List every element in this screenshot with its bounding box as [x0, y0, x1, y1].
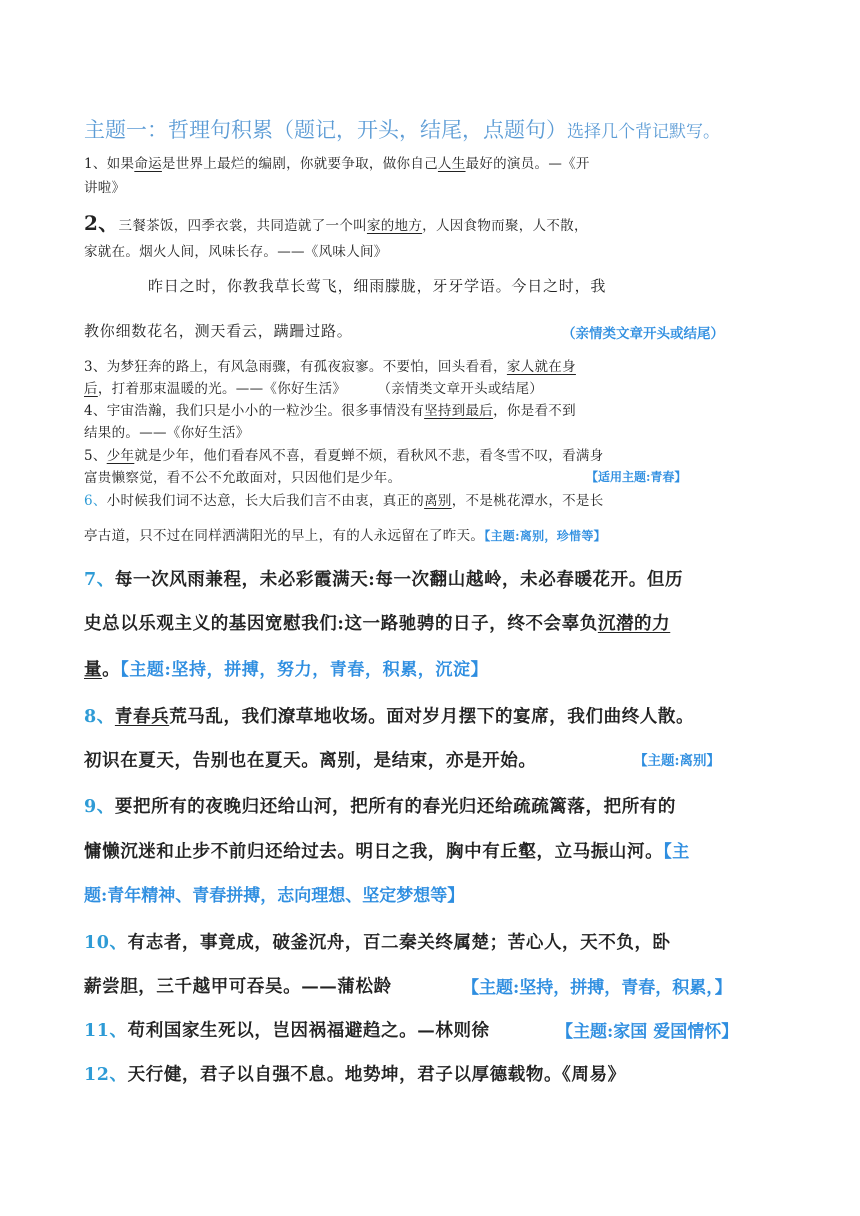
e5-b-text: 富贵懒察觉，看不公不允敢面对，只因他们是少年。 — [84, 470, 402, 486]
entry-7-line-3 — [84, 655, 488, 681]
e4-u1-text: 坚持到最后 — [424, 403, 494, 419]
e2-u1-text: 家的地方 — [366, 218, 423, 234]
e7-tag-text: 【主题:坚持，拼搏，努力，青春，积累，沉淀】 — [120, 660, 489, 680]
entry-5-tag — [586, 468, 686, 485]
e3-u1-text: 家人就在身 — [506, 359, 576, 375]
entry-9-tag — [84, 881, 464, 906]
entry-3-line-1 — [84, 355, 576, 375]
entry-3-line-2 — [84, 377, 543, 397]
e5-tag-text: 【适用主题:青春】 — [586, 470, 687, 484]
e5-num-text: 5、 — [84, 448, 107, 464]
entry-8-tag — [634, 749, 720, 769]
e8-a-text: 荒马乱，我们潦草地收场。面对岁月摆下的宴席，我们曲终人散。 — [169, 707, 695, 727]
e7-u1-text: 沉潜的力 — [597, 614, 671, 634]
entry-6-line-1 — [84, 489, 604, 509]
entry-10-line-2 — [84, 973, 392, 998]
e3-a-text: 为梦狂奔的路上，有风急雨骤，有孤夜寂寥。不要怕，回头看看， — [106, 359, 507, 375]
entry-2-line-2 — [84, 240, 388, 260]
entry-11-line-1 — [84, 1017, 490, 1042]
e7-a-text: 每一次风雨兼程，未必彩霞满天:每一次翻山越岭，未必春暖花开。但历 — [114, 570, 684, 590]
e3-tag-text: （亲情类文章开头或结尾） — [384, 381, 544, 397]
entry-2-line-1 — [84, 207, 588, 236]
p-tag-text: （亲情类文章开头或结尾） — [562, 326, 724, 342]
section-title — [84, 114, 720, 144]
e1-a-text: 如果 — [106, 156, 135, 172]
e10-tag-text: 【主题:坚持，拼搏，青春，积累，】 — [462, 978, 732, 998]
e6-a-text: 小时候我们词不达意，长大后我们言不由衷，真正的 — [106, 493, 425, 509]
e7-c-text: 。 — [102, 660, 121, 680]
e8-u1-text: 青春兵 — [114, 707, 170, 727]
e8-tag-text: 【主题:离别】 — [634, 753, 720, 769]
entry-12-line-1 — [84, 1061, 626, 1086]
entry-4-line-1 — [84, 399, 576, 419]
entry-10-tag — [462, 973, 732, 998]
e1-u1-text: 命运 — [134, 156, 162, 172]
entry-8-line-2 — [84, 747, 537, 772]
e11-num-text: 11、 — [84, 1021, 128, 1041]
e11-a-text: 苟利国家生死以，岂因祸福避趋之。—林则徐 — [127, 1021, 490, 1041]
paragraph-line-1 — [148, 275, 606, 296]
e9-a-text: 要把所有的夜晚归还给山河，把所有的春光归还给疏疏篱落，把所有的 — [114, 797, 676, 817]
p-a-text: 昨日之时，你教我草长莺飞，细雨朦胧，牙牙学语。今日之时，我 — [148, 277, 607, 295]
e11-tag-text: 【主题:家国 爱国情怀】 — [556, 1022, 739, 1042]
e2-c-text: 家就在。烟火人间，风味长存。——《风味人间》 — [84, 244, 388, 260]
e7-u2-text: 量 — [84, 660, 103, 680]
e1-b-text: 是世界上最烂的编剧，你就要争取，做你自己 — [161, 156, 438, 172]
e6-tag-text: 【主题:离别，珍惜等】 — [484, 529, 606, 543]
e2-num-text: 2、 — [84, 211, 119, 235]
entry-7-line-1 — [84, 566, 683, 591]
e1-u2-text: 人生 — [437, 156, 466, 172]
e10-b-text: 薪尝胆，三千越甲可吞吴。——蒲松龄 — [84, 977, 392, 997]
entry-6-line-2 — [84, 524, 606, 544]
title-main-text: 主题一：哲理句积累（题记，开头，结尾，点题句） — [84, 118, 567, 142]
e6-b-text: ，不是桃花潭水，不是长 — [451, 493, 604, 509]
entry-9-line-1 — [84, 793, 676, 818]
e10-num-text: 10、 — [84, 933, 128, 953]
e4-b-text: ，你是看不到 — [493, 403, 576, 419]
e3-b-text: ，打着那束温暖的光。——《你好生活》 — [97, 381, 347, 397]
e4-a-text: 宇宙浩瀚，我们只是小小的一粒沙尘。很多事情没有 — [106, 403, 425, 419]
e9-num-text: 9、 — [84, 797, 115, 817]
e1-num-text: 1、 — [84, 156, 107, 172]
entry-1-line-2 — [84, 176, 125, 196]
entry-5-line-1 — [84, 444, 604, 464]
entry-10-line-1 — [84, 929, 671, 954]
e5-a-text: 就是少年，他们看春风不喜，看夏蝉不烦，看秋风不悲，看冬雪不叹，看满身 — [134, 448, 604, 464]
e6-num-text: 6、 — [84, 493, 107, 509]
entry-9-line-2 — [84, 837, 690, 863]
title-tail-text: 选择几个背记默写。 — [567, 122, 720, 142]
e3-num-text: 3、 — [84, 359, 107, 375]
e1-d-text: 讲啦》 — [84, 180, 126, 196]
e10-a-text: 有志者，事竟成，破釜沉舟，百二秦关终属楚；苦心人，天不负，卧 — [127, 933, 671, 953]
e12-num-text: 12、 — [84, 1065, 128, 1085]
paragraph-line-2 — [84, 320, 353, 341]
entry-8-line-1 — [84, 703, 694, 728]
e7-b-text: 史总以乐观主义的基因宽慰我们:这一路驰骋的日子，终不会辜负 — [84, 614, 598, 634]
e4-c-text: 结果的。——《你好生活》 — [84, 425, 250, 441]
e4-num-text: 4、 — [84, 403, 107, 419]
e2-a-text: 三餐茶饭，四季衣裳，共同造就了一个叫 — [118, 218, 367, 234]
entry-11-tag — [556, 1017, 738, 1042]
entry-7-line-2 — [84, 610, 670, 635]
e9-tag2-text: 题:青年精神、青春拼搏，志向理想、坚定梦想等】 — [84, 886, 465, 906]
e7-num-text: 7、 — [84, 570, 115, 590]
e9-tag1-text: 【主 — [663, 842, 690, 862]
e8-num-text: 8、 — [84, 707, 115, 727]
entry-1-line-1 — [84, 152, 590, 172]
e12-a-text: 天行健，君子以自强不息。地势坤，君子以厚德载物。《周易》 — [127, 1065, 626, 1085]
p-b-text: 教你细数花名，测天看云，蹒跚过路。 — [84, 322, 353, 340]
e9-b-text: 慵懒沉迷和止步不前归还给过去。明日之我，胸中有丘壑，立马振山河。 — [84, 842, 664, 862]
e3-u2-text: 后 — [84, 381, 98, 397]
e6-u1-text: 离别 — [424, 493, 452, 509]
e8-b-text: 初识在夏天，告别也在夏天。离别，是结束，亦是开始。 — [84, 751, 537, 771]
paragraph-tag — [562, 322, 724, 342]
e1-c-text: 最好的演员。—《开 — [465, 156, 590, 172]
entry-4-line-2 — [84, 421, 250, 441]
entry-5-line-2 — [84, 466, 401, 486]
e5-u1-text: 少年 — [106, 448, 135, 464]
e2-b-text: ，人因食物而聚，人不散， — [422, 218, 588, 234]
e6-c-text: 亭古道，只不过在同样洒满阳光的早上，有的人永远留在了昨天。 — [84, 528, 485, 544]
